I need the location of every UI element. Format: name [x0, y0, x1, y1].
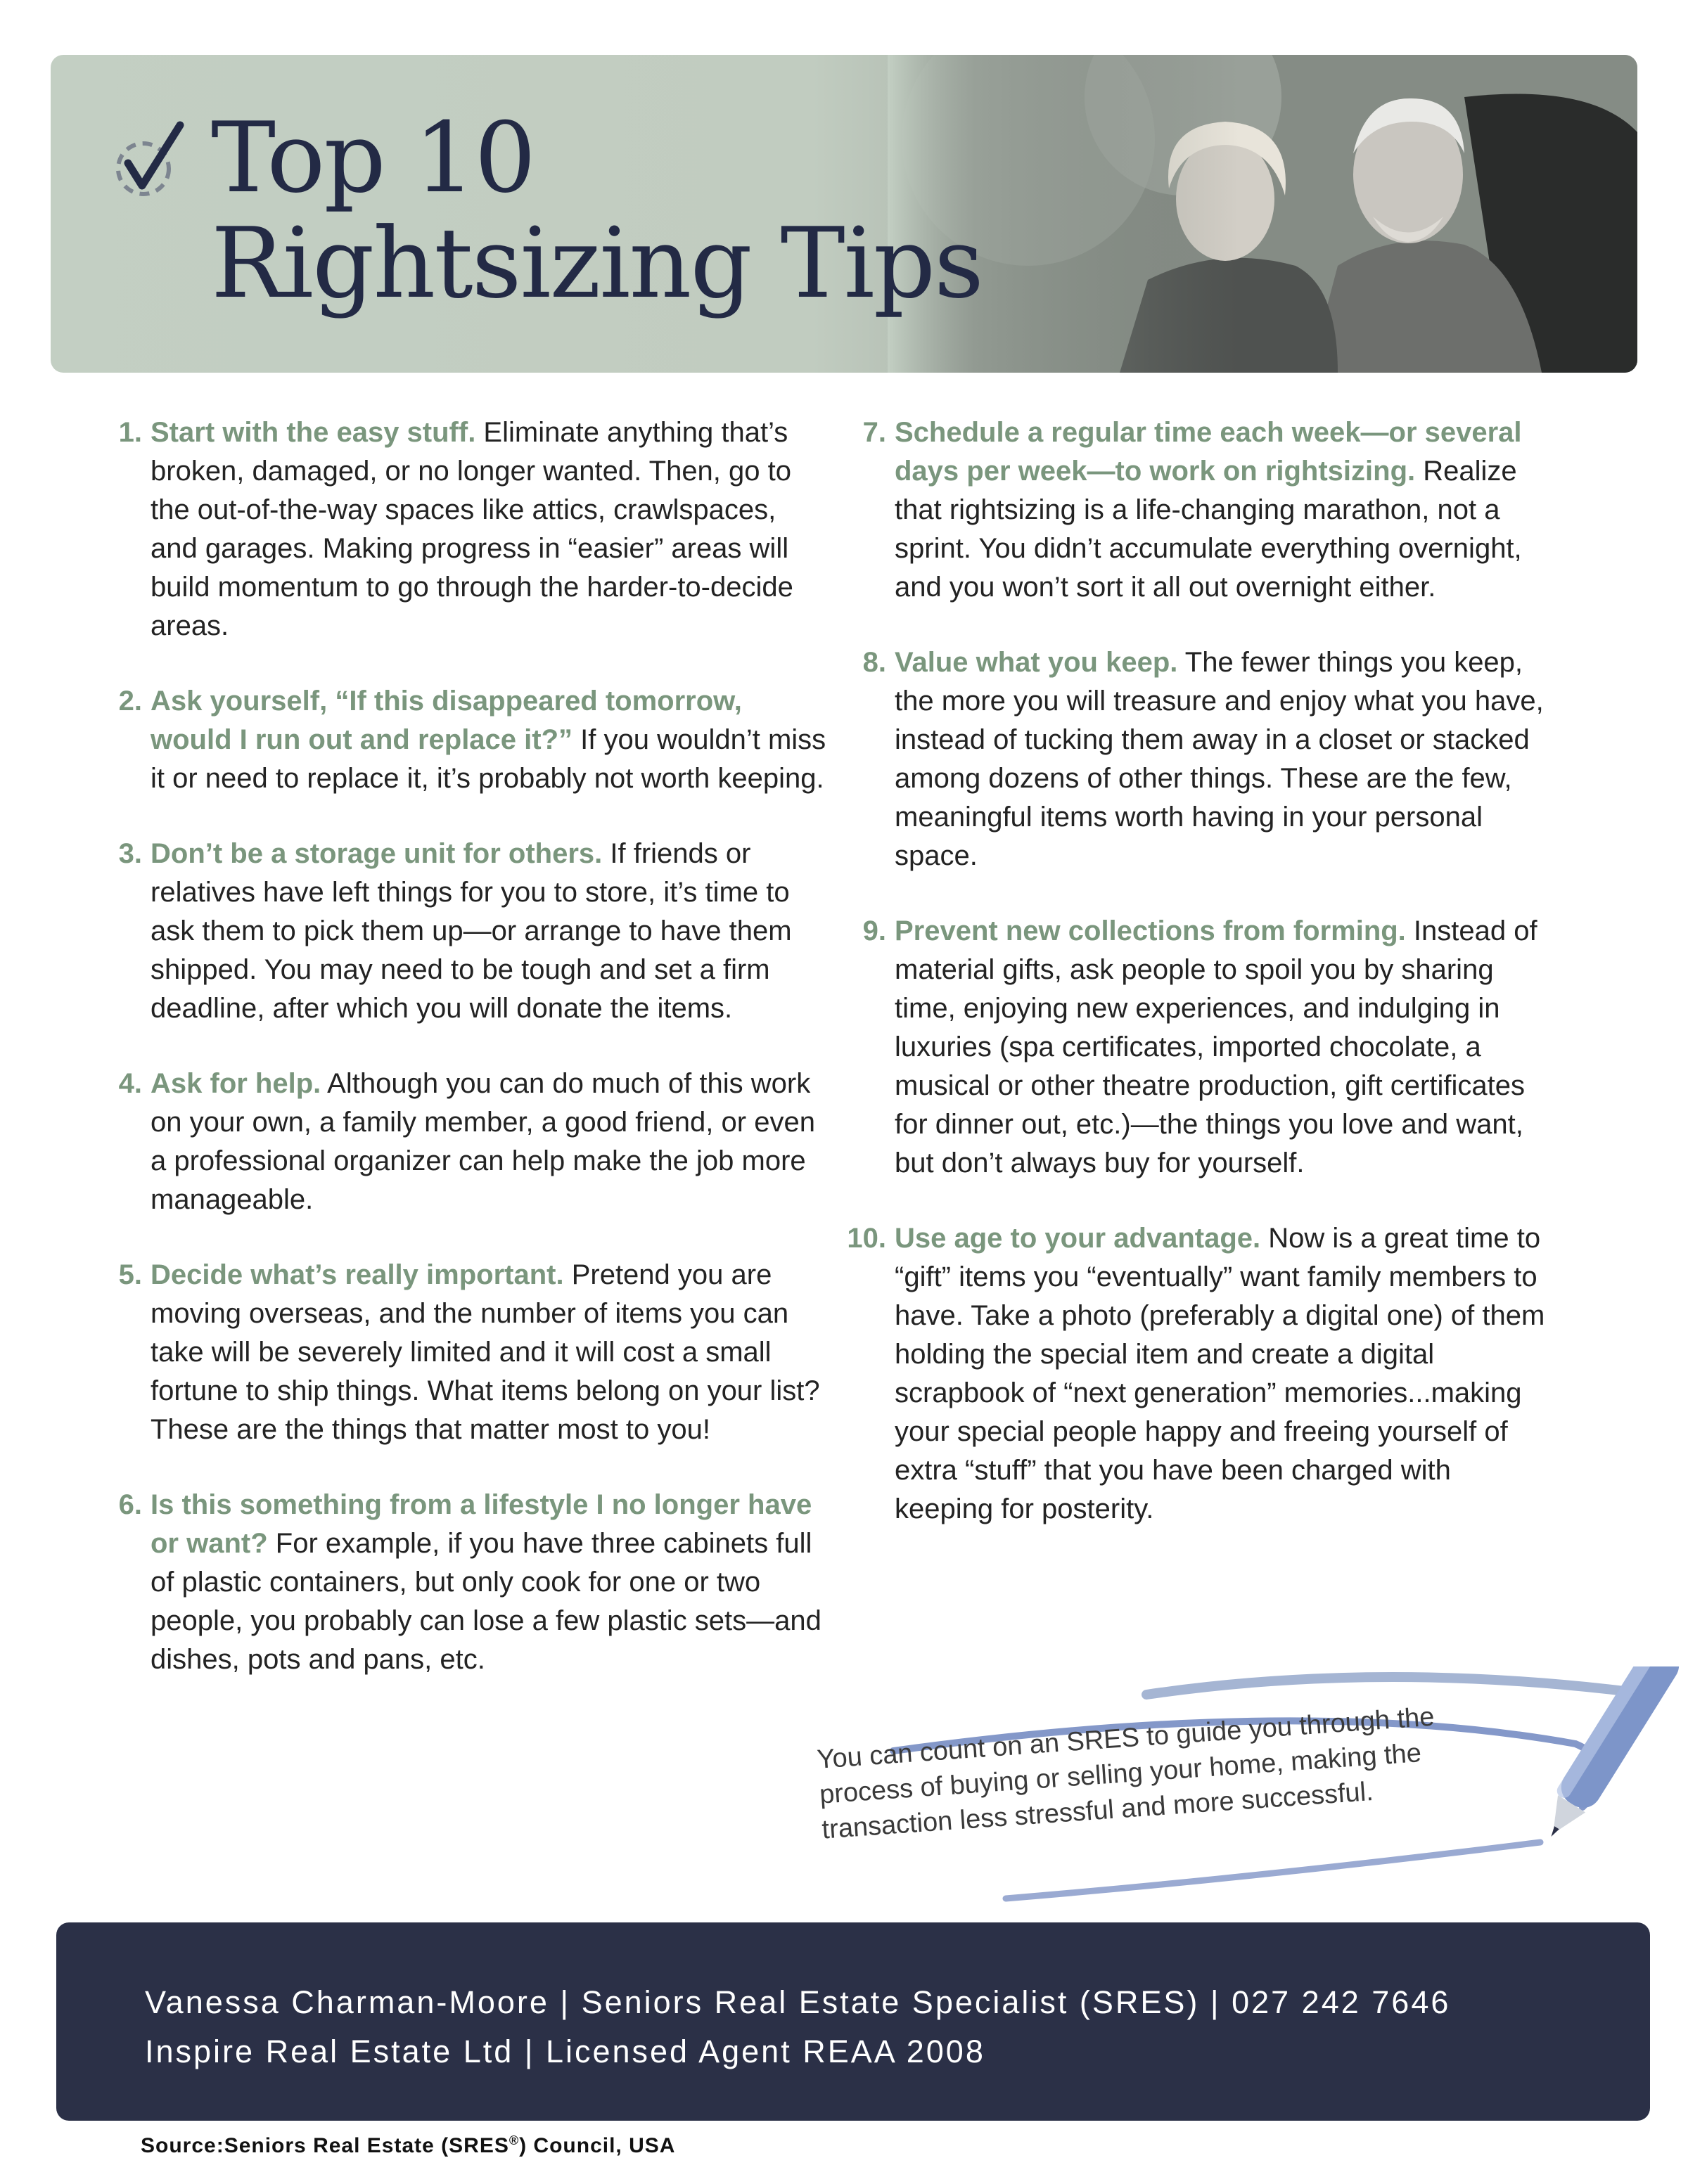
tip-item [98, 413, 830, 645]
tip-item [98, 835, 830, 1028]
tip-body: Now is a great time to “gift” items you “eventually” want family members to have. Take a photo (preferably a digital one) of them holding the special item and create a digital scrapbook of “next generation” memories...making your special people happy and freeing yourself of extra “stuff” that you have been charged with keeping for posterity. [895, 1223, 1545, 1524]
tip-body: The fewer things you keep, the more you will treasure and enjoy what you have, instead of tucking them away in a closet or stacked among dozens of other things. These are the few, meaningful items worth having in your personal space. [895, 647, 1544, 871]
tip-number: 2. [118, 686, 142, 717]
tip-number: 8. [862, 647, 886, 678]
tip-item [843, 1219, 1546, 1529]
tips-column-left [98, 413, 830, 1716]
source-suffix: ) Council, USA [519, 2134, 676, 2157]
tip-heading: Is this something from a lifestyle I no longer have or want? [151, 1489, 812, 1559]
contact-footer [56, 1922, 1650, 2121]
tip-number: 7. [862, 417, 886, 448]
tip-number: 6. [118, 1489, 142, 1520]
tip-heading: Use age to your advantage. [895, 1223, 1261, 1254]
agency-line: Inspire Real Estate Ltd | Licensed Agent REAA 2008 [145, 2034, 985, 2069]
tip-heading: Don’t be a storage unit for others. [151, 838, 603, 869]
tip-item [98, 1065, 830, 1219]
page-title [211, 101, 983, 320]
source-note [141, 2133, 675, 2158]
tip-heading: Ask for help. [151, 1068, 321, 1099]
tip-body: Pretend you are moving overseas, and the number of items you can take will be severely limited and it will cost a small fortune to ship things. What items belong on your list? These are the things that matter most to you! [151, 1259, 820, 1445]
tip-number: 10. [847, 1223, 886, 1254]
tip-number: 5. [118, 1259, 142, 1290]
tip-heading: Schedule a regular time each week—or several days per week—to work on rightsizing. [895, 417, 1522, 487]
registered-mark: ® [509, 2133, 520, 2147]
source-prefix: Source:Seniors Real Estate (SRES [141, 2134, 509, 2157]
title-line-2: Rightsizing Tips [211, 207, 983, 320]
senior-couple-photo [888, 55, 1637, 373]
checkmark-icon [107, 118, 191, 210]
tip-body: Realize that rightsizing is a life-changing marathon, not a sprint. You didn’t accumulate everything overnight, and you won’t sort it all out overnight either. [895, 456, 1522, 603]
tip-heading: Value what you keep. [895, 647, 1178, 678]
tip-item [843, 413, 1546, 607]
tip-heading: Ask yourself, “If this disappeared tomorrow, would I run out and replace it?” [151, 686, 742, 755]
tip-body: Instead of material gifts, ask people to spoil you by sharing time, enjoying new experiences, and indulging in luxuries (spa certificates, imported chocolate, a musical or other theatre production, gift certificates for dinner out, etc.)—the things you love and want, but don’t always buy for yourself. [895, 916, 1537, 1178]
tip-item [98, 1256, 830, 1449]
tip-heading: Start with the easy stuff. [151, 417, 476, 448]
tip-body: Although you can do much of this work on your own, a family member, a good friend, or even a professional organizer can help make the job more manageable. [151, 1068, 815, 1215]
tagline: You can count on an SRES to guide you through the process of buying or selling your home, making the transaction less stressful and more successful. [816, 1702, 1436, 1845]
tip-body: For example, if you have three cabinets full of plastic containers, but only cook for one or two people, you probably can lose a few plastic sets—and dishes, pots and pans, etc. [151, 1528, 821, 1675]
tip-number: 4. [118, 1068, 142, 1099]
header-banner [51, 55, 1637, 373]
tip-body: If you wouldn’t miss it or need to replace it, it’s probably not worth keeping. [151, 724, 826, 794]
agent-contact-line: Vanessa Charman-Moore | Seniors Real Estate Specialist (SRES) | 027 242 7646 [145, 1984, 1451, 2020]
tip-number: 3. [118, 838, 142, 869]
tip-item [843, 912, 1546, 1183]
tip-body: If friends or relatives have left things for you to store, it’s time to ask them to pick them up—or arrange to have them shipped. You may need to be tough and set a firm deadline, after which you will donate the items. [151, 838, 792, 1024]
tip-number: 9. [862, 916, 886, 946]
tip-item [98, 682, 830, 798]
tips-column-right [843, 413, 1546, 1565]
tip-item [843, 643, 1546, 875]
tip-heading: Prevent new collections from forming. [895, 916, 1406, 946]
tip-number: 1. [118, 417, 142, 448]
title-line-1: Top 10 [211, 101, 535, 214]
tip-item [98, 1486, 830, 1679]
tip-heading: Decide what’s really important. [151, 1259, 564, 1290]
tip-body: Eliminate anything that’s broken, damaged, or no longer wanted. Then, go to the out-of-the-way spaces like attics, crawlspaces, and garages. Making progress in “easier” areas will build momentum to go through the harder-to-decide areas. [151, 417, 793, 641]
